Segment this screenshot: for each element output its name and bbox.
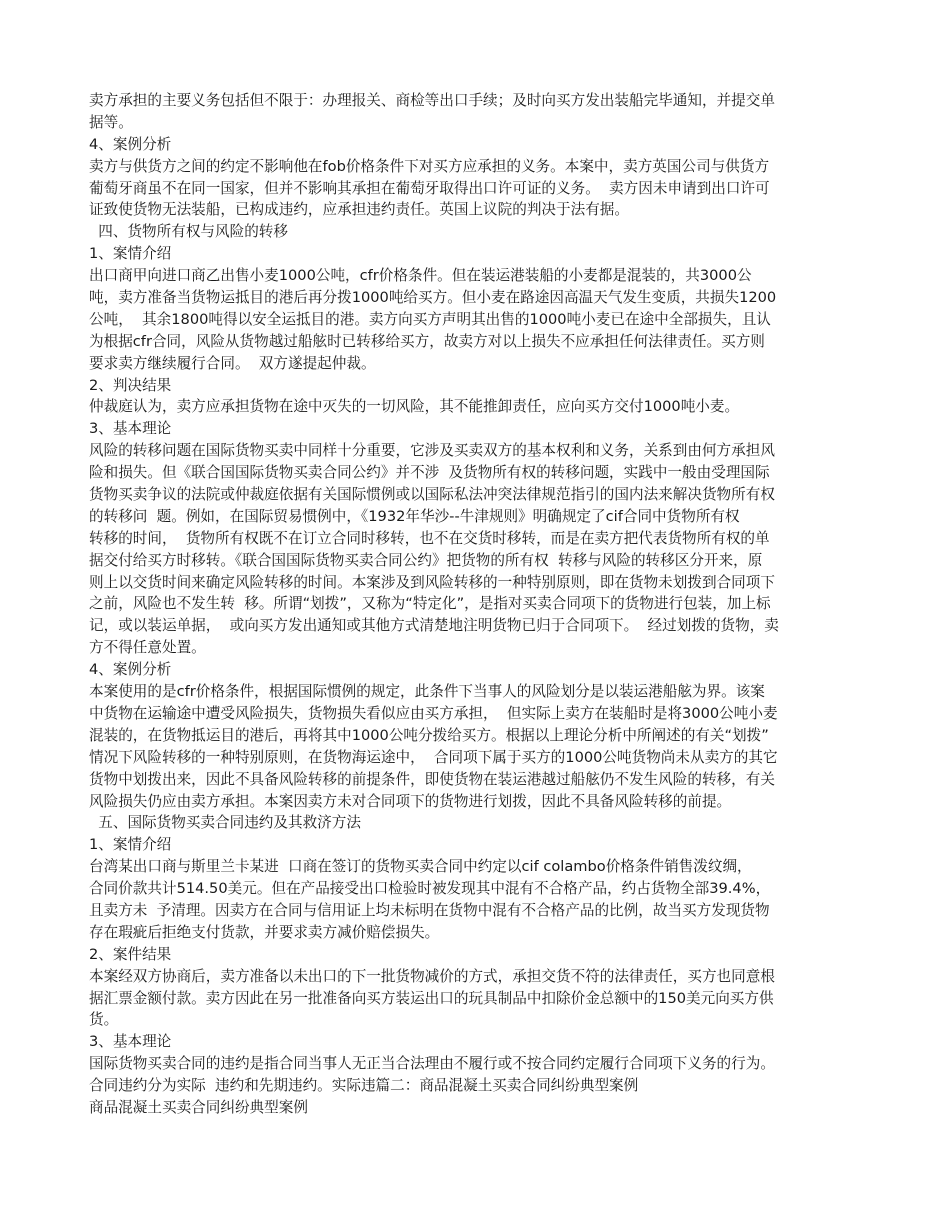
- text-line: 卖方与供货方之间的约定不影响他在fob价格条件下对买方应承担的义务。本案中，卖方英国公司与供货方: [89, 157, 770, 175]
- text-line: 据交付给买方时移转。《联合国国际货物买卖合同公约》把货物的所有权 转移与风险的转移区分开来，原: [89, 551, 763, 569]
- text-line: 则上以交货时间来确定风险转移的时间。本案涉及到风险转移的一种特别原则，即在货物未划拨到合同项下: [89, 573, 775, 591]
- text-line: 本案经双方协商后，卖方准备以未出口的下一批货物减价的方式，承担交货不符的法律责任，买方也同意根: [89, 967, 775, 985]
- text-line: 之前，风险也不发生转 移。所谓“划拨”，又称为“特定化”，是指对买卖合同项下的货物进行包装，加上标: [89, 595, 771, 613]
- text-line: 记，或以装运单据， 或向买方发出通知或其他方式清楚地注明货物已归于合同项下。 经过划拨的货物，卖: [89, 617, 779, 635]
- text-line: 货物中划拨出来，因此不具备风险转移的前提条件，即使货物在装运港越过船舷仍不发生风险的转移，有关: [89, 770, 775, 788]
- text-line: 方不得任意处置。: [89, 639, 206, 657]
- text-line: 合同价款共计514.50美元。但在产品接受出口检验时被发现其中混有不合格产品，约占货物全部39.4%，: [89, 880, 771, 898]
- text-line: 的转移问 题。例如，在国际贸易惯例中，《1932年华沙--牛津规则》明确规定了cif合同中货物所有权: [89, 507, 740, 525]
- text-line: 中货物在运输途中遭受风险损失，货物损失看似应由买方承担， 但实际上卖方在装船时是将3000公吨小麦: [89, 704, 778, 722]
- text-line: 商品混凝土买卖合同纠纷典型案例: [89, 1098, 308, 1116]
- text-line: 国际货物买卖合同的违约是指合同当事人无正当合法理由不履行或不按合同约定履行合同项下义务的行为。: [89, 1055, 775, 1073]
- chapter-heading: 五、国际货物买卖合同违约及其救济方法: [89, 814, 361, 832]
- section-heading: 1、案情介绍: [89, 245, 172, 263]
- text-line: 货物买卖争议的法院或仲裁庭依据有关国际惯例或以国际私法冲突法律规范指引的国内法来解决货物所有权: [89, 486, 775, 504]
- text-line: 混装的，在货物抵运目的港后，再将其中1000公吨分拨给买方。根据以上理论分析中所阐述的有关“划拨”: [89, 726, 769, 744]
- text-line: 证致使货物无法装船，已构成违约，应承担违约责任。英国上议院的判决于法有据。: [89, 201, 629, 219]
- text-line: 货。: [89, 1011, 119, 1029]
- text-line: 且卖方未 予清理。因卖方在合同与信用证上均未标明在货物中混有不合格产品的比例，故当买方发现货物: [89, 901, 770, 919]
- text-line: 据等。: [89, 113, 133, 131]
- text-line: 吨，卖方准备当货物运抵目的港后再分拨1000吨给买方。但小麦在路途因高温天气发生变质，共损失1200: [89, 289, 777, 307]
- text-line: 仲裁庭认为，卖方应承担货物在途中灭失的一切风险，其不能推卸责任，应向买方交付1000吨小麦。: [89, 398, 740, 416]
- text-line: 葡萄牙商虽不在同一国家，但并不影响其承担在葡萄牙取得出口许可证的义务。 卖方因未申请到出口许可: [89, 179, 770, 197]
- text-line: 转移的时间， 货物所有权既不在订立合同时移转，也不在交货时移转，而是在卖方把代表货物所有权的单: [89, 529, 770, 547]
- section-heading: 3、基本理论: [89, 1033, 172, 1051]
- text-line: 本案使用的是cfr价格条件，根据国际惯例的规定，此条件下当事人的风险划分是以装运港船舷为界。该案: [89, 683, 765, 701]
- text-line: 卖方承担的主要义务包括但不限于：办理报关、商检等出口手续；及时向买方发出装船完毕通知，并提交单: [89, 92, 775, 109]
- section-heading: 4、案例分析: [89, 661, 172, 679]
- text-line: 台湾某出口商与斯里兰卡某进 口商在签订的货物买卖合同中约定以cif colambo价格条件销售泼纹绸，: [89, 858, 752, 876]
- section-heading: 1、案情介绍: [89, 836, 172, 854]
- text-line: 情况下风险转移的一种特别原则，在货物海运途中， 合同项下属于买方的1000公吨货物尚未从卖方的其它: [89, 748, 778, 766]
- text-line: 合同违约分为实际 违约和先期违约。实际违篇二：商品混凝土买卖合同纠纷典型案例: [89, 1077, 639, 1095]
- text-line: 要求卖方继续履行合同。 双方遂提起仲裁。: [89, 354, 376, 372]
- text-line: 险和损失。但《联合国国际货物买卖合同公约》并不涉 及货物所有权的转移问题，实践中一般由受理国际: [89, 464, 770, 482]
- section-heading: 2、案件结果: [89, 945, 172, 963]
- text-line: 存在瑕疵后拒绝支付货款，并要求卖方减价赔偿损失。: [89, 923, 440, 941]
- text-line: 据汇票金额付款。卖方因此在另一批准备向买方装运出口的玩具制品中扣除价金总额中的150美元向买方供: [89, 989, 774, 1007]
- section-heading: 3、基本理论: [89, 420, 172, 438]
- text-line: 风险的转移问题在国际货物买卖中同样十分重要，它涉及买卖双方的基本权利和义务，关系到由何方承担风: [89, 442, 775, 460]
- section-heading: 2、判决结果: [89, 376, 172, 394]
- section-heading: 4、案例分析: [89, 135, 172, 153]
- document-body: [89, 90, 864, 1119]
- text-line: 出口商甲向进口商乙出售小麦1000公吨，cfr价格条件。但在装运港装船的小麦都是混装的，共3000公: [89, 267, 752, 285]
- chapter-heading: 四、货物所有权与风险的转移: [89, 223, 288, 241]
- text-line: 为根据cfr合同，风险从货物越过船舷时已转移给买方，故卖方对以上损失不应承担任何法律责任。买方则: [89, 332, 765, 350]
- text-line: 风险损失仍应由卖方承担。本案因卖方未对合同项下的货物进行划拨，因此不具备风险转移的前提。: [89, 792, 732, 810]
- text-line: 公吨， 其余1800吨得以安全运抵目的港。卖方向买方声明其出售的1000吨小麦已在途中全部损失，且认: [89, 310, 771, 328]
